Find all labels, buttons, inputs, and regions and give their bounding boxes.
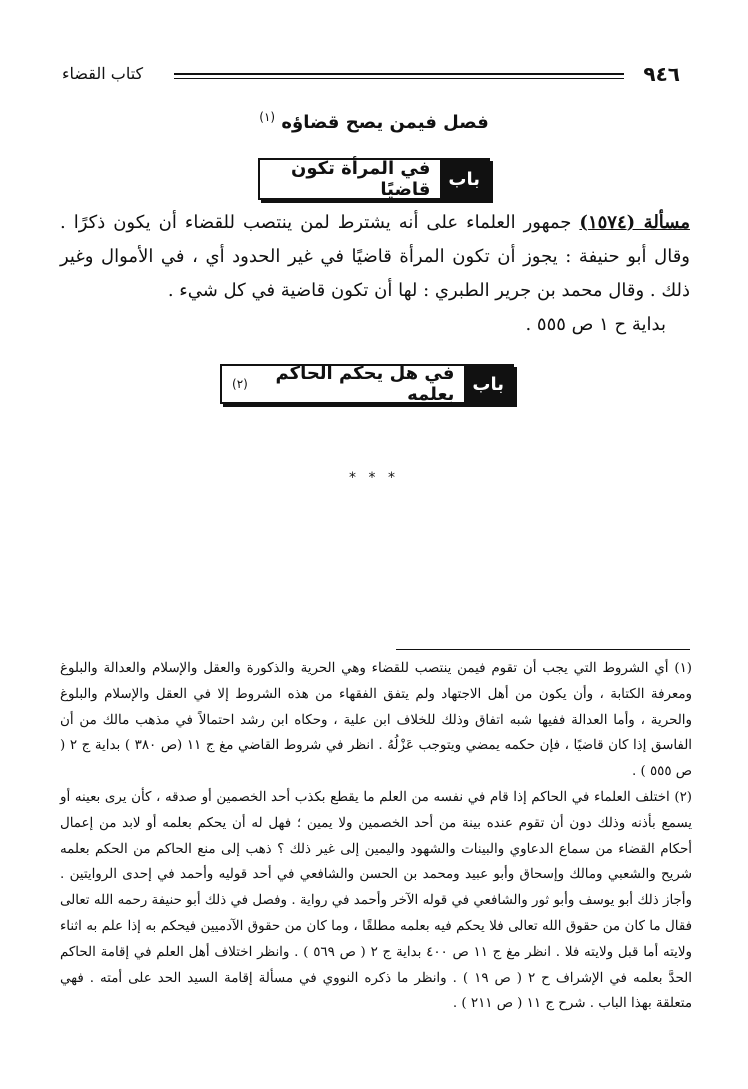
chapter-title (222, 363, 464, 405)
running-header (62, 62, 680, 92)
section-separator: * * * (349, 470, 399, 486)
header-rule (174, 73, 624, 79)
issue-reference: بداية ح ١ ص ٥٥٥ . (525, 314, 666, 335)
section-title (0, 110, 748, 133)
issue-text: جمهور العلماء على أنه يشترط لمن ينتصب للقضاء أن يكون ذكرًا . وقال أبو حنيفة : يجوز أن تكون المرأة قاضيًا في غير الحدود أي ، في الأموال وغير ذلك . وقال محمد بن جرير الطبري : لها أن تكون قاضية في كل شيء . (60, 212, 690, 301)
chapter-title-text: في هل يحكم الحاكم بعلمه (275, 363, 455, 405)
footnote-1: (١) أي الشروط التي يجب أن تقوم فيمن ينتصب للقضاء وهي الحرية والذكورة والعقل والإسلام والعدالة والبلوغ ومعرفة الكتابة ، وأن يكون من أهل الاجتهاد ولم يتفق الفقهاء من هذه الشروط إلا في العقل والإسلام والبلوغ والحرية ، وأما العدالة ففيها شبه اتفاق وذلك للخلاف ابن علية ، وحكاه ابن رشد احتمالاً في مذهب مالك من أن الفاسق إذا كان قاضيًا ، فإن حكمه يمضي ويتوجب عَزْلُهُ . انظر في شروط القاضي مغ ج ١١ (ص ٣٨٠ ) بداية ج ٢ ( ص ٥٥٥ ) . (60, 661, 692, 780)
footnote-marker: (٢) (232, 377, 248, 391)
running-header-title: كتاب القضاء (62, 64, 144, 83)
issue-label: مسألة (١٥٧٤) (579, 212, 690, 233)
chapter-heading-judge-knowledge (220, 364, 514, 404)
footnote-rule (396, 649, 690, 650)
chapter-title: في المرأة تكون قاضيًا (290, 158, 431, 200)
page-number: ٩٤٦ (643, 62, 680, 86)
chapter-label: باب (464, 366, 512, 402)
footnote-2: (٢) اختلف العلماء في الحاكم إذا قام في نفسه من العلم ما يقطع بكذب أحد الخصمين أو صدقه ، كأن يرى بعينه أو يسمع بأذنه وذلك دون أن تقوم عنده بينة من أحد الخصمين ولا يمين ؛ فهل له أن يحكم بعلمه أو لابد من إعمال أحكام القضاء من سماع الدعاوي والبينات والشهود واليمين إلى غير ذلك ؟ ذهب إلى منع الحاكم من الحكم بعلمه شريح والشعبي ومالك وإسحاق وأبو عبيد ومحمد بن الحسن والشافعي في أحد قوليه وأحمد في إحدى الروايتين . وأجاز ذلك أبو يوسف وأبو ثور والشافعي في قوله الآخر وأحمد في رواية . وفصل في ذلك أبو حنيفة رحمه الله تعالى فقال ما كان من حقوق الله تعالى فلا يحكم فيه بعلمه مطلقًا ، وما كان من حقوق الآدميين فيحكم به إذا علم به اثناء ولايته أما قبل ولايته فلا . انظر مغ ج ١١ ص ٤٠٠ بداية ج ٢ ( ص ٥٦٩ ) . وانظر اختلاف أهل العلم في إقامة الحاكم الحدَّ بعلمه في الإشراف ح ٢ ( ص ١٩ ) . وانظر ما ذكره النووي في مسألة إقامة السيد الحد على أمته . فهي متعلقة بهذا الباب . شرح ج ١١ ( ص ٢١١ ) . (60, 789, 693, 1012)
issue-paragraph (60, 206, 690, 342)
footnote-marker: (١) (259, 110, 276, 124)
chapter-label: باب (440, 160, 488, 198)
footnotes (60, 656, 692, 1017)
section-title-text: فصل فيمن يصح قضاؤه (281, 112, 489, 133)
chapter-heading-woman-judge (258, 158, 490, 200)
